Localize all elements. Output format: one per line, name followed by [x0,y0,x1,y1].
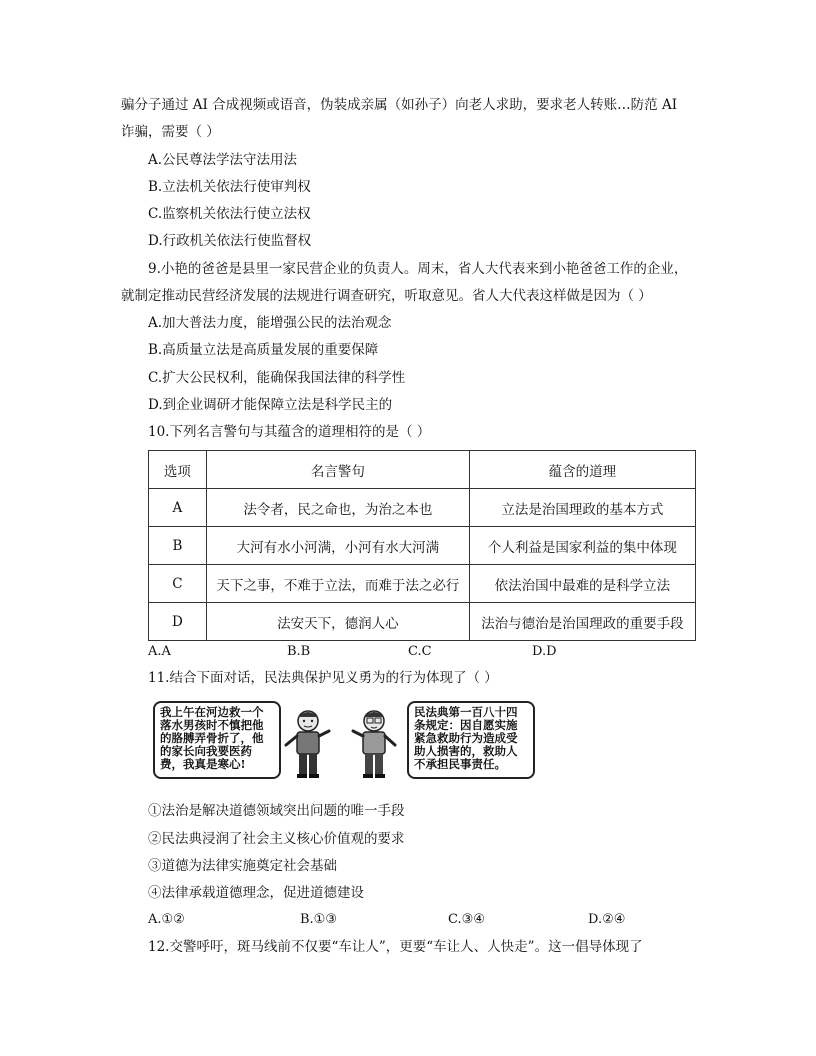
q9-option-b: B.高质量立法是高质量发展的重要保障 [148,342,379,358]
q11-choice-d: D.②④ [588,912,626,927]
q8-option-b: B.立法机关依法行使审判权 [148,179,311,195]
q9-option-c: C.扩大公民权利，能确保我国法律的科学性 [148,370,406,386]
table-row [149,603,696,641]
q11-choice-c: C.③④ [448,912,485,927]
table-cell: 天下之事，不难于立法，而难于法之必行 [206,565,469,603]
q10-choice-a: A.A [148,644,171,659]
table-header-cell: 名言警句 [206,451,469,489]
q8-option-d: D.行政机关依法行使监督权 [148,233,312,249]
q10-choice-c: C.C [408,644,432,659]
q10-choice-b: B.B [287,644,311,659]
q10-choice-d: D.D [532,644,557,659]
speech-bubble-right: 民法典第一百八十四条规定：因自愿实施紧急救助行为造成受助人损害的，救助人不承担民事责任。 [407,701,535,779]
q11-statement-2: ②民法典浸润了社会主义核心价值观的要求 [148,831,405,847]
q9-option-d: D.到企业调研才能保障立法是科学民主的 [148,397,393,413]
q8-stem-line1: 骗分子通过 AI 合成视频或语音，伪装成亲属（如孙子）向老人求助，要求老人转账…防范 AI [121,97,678,113]
q11-comic [153,701,533,781]
q9-option-a: A.加大普法力度，能增强公民的法治观念 [148,315,392,331]
table-cell: 立法是治国理政的基本方式 [469,489,695,527]
q11-stem: 11.结合下面对话，民法典保护见义勇为的行为体现了（ ） [148,670,498,686]
table-header-cell: 选项 [149,451,207,489]
table-cell: A [149,489,207,527]
speech-bubble-left: 我上午在河边救一个落水男孩时不慎把他的胳膊弄骨折了，他的家长向我要医药费，我真是寒心! [153,701,281,779]
table-header-row [149,451,696,489]
q10-stem: 10.下列名言警句与其蕴含的道理相符的是（ ） [148,424,431,440]
table-cell: 依法治国中最难的是科学立法 [469,565,695,603]
q9-stem-line1: 9.小艳的爸爸是县里一家民营企业的负责人。周末，省人大代表来到小艳爸爸工作的企业， [148,261,688,277]
table-cell: C [149,565,207,603]
table-header-cell: 蕴含的道理 [469,451,695,489]
q11-statement-4: ④法律承载道德理念，促进道德建设 [148,885,364,901]
table-row [149,565,696,603]
table-cell: 法令者，民之命也，为治之本也 [206,489,469,527]
q11-choice-a: A.①② [148,912,185,927]
table-row [149,527,696,565]
table-cell: B [149,527,207,565]
table-cell: 法安天下，德润人心 [206,603,469,641]
table-cell: 大河有水小河满，小河有水大河满 [206,527,469,565]
q11-choice-b: B.①③ [300,912,337,927]
table-cell: 个人利益是国家利益的集中体现 [469,527,695,565]
table-row [149,489,696,527]
q8-option-a: A.公民尊法学法守法用法 [148,152,298,168]
table-cell: 法治与德治是治国理政的重要手段 [469,603,695,641]
boy-figure-right-icon [349,709,399,781]
q10-table [148,450,696,641]
q9-stem-line2: 就制定推动民营经济发展的法规进行调查研究，听取意见。省人大代表这样做是因为（ ） [121,288,652,304]
q11-statement-3: ③道德为法律实施奠定社会基础 [148,858,337,874]
boy-figure-left-icon [283,709,333,781]
table-cell: D [149,603,207,641]
q8-option-c: C.监察机关依法行使立法权 [148,206,311,222]
q11-statement-1: ①法治是解决道德领域突出问题的唯一手段 [148,803,405,819]
q12-stem: 12.交警呼吁，斑马线前不仅要“车让人”，更要“车让人、人快走”。这一倡导体现了 [148,939,643,955]
q8-stem-line2: 诈骗，需要（ ） [121,124,220,140]
